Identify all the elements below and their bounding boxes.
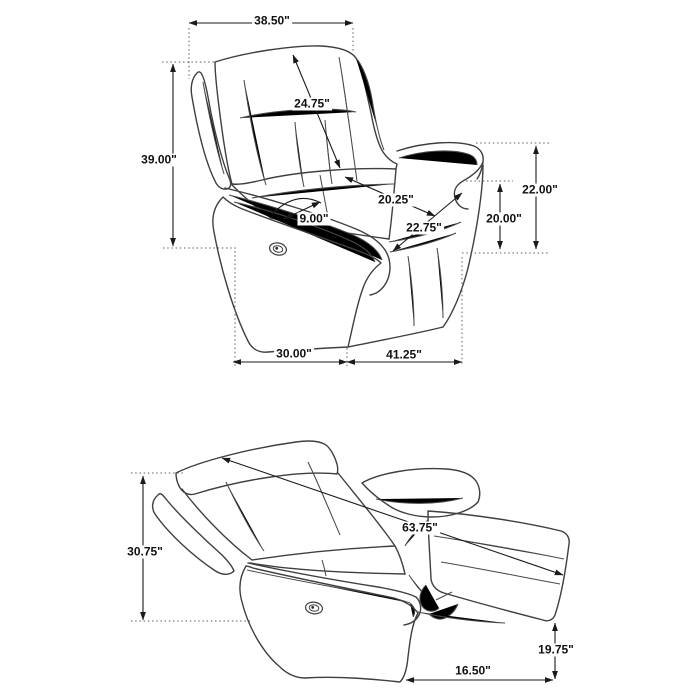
dim-side-depth-label: 41.25" (386, 347, 422, 362)
dim-reclined-length-label: 63.75" (402, 520, 438, 535)
reclined-recliner-drawing (153, 441, 570, 682)
power-button-icon (268, 241, 287, 256)
dim-seat-front-height-label: 20.00" (486, 211, 522, 226)
reclined-dimension-lines (131, 458, 563, 680)
dim-arm-height-label: 22.00" (522, 182, 558, 197)
dim-base-depth-label: 16.50" (455, 663, 491, 678)
dim-seat-width-label: 20.25" (378, 192, 414, 207)
dim-arm-width-label: 9.00" (299, 211, 329, 226)
dim-reclined-height-label: 30.75" (127, 544, 163, 559)
dim-overall-height-label: 39.00" (141, 152, 177, 167)
dim-footrest-height-label: 19.75" (538, 642, 574, 657)
dim-overall-width-label: 38.50" (254, 13, 290, 28)
power-button-icon (305, 601, 323, 615)
dim-seat-depth-label: 22.75" (406, 220, 442, 235)
dim-back-height-label: 24.75" (294, 96, 330, 111)
dim-front-width-label: 30.00" (276, 346, 312, 361)
